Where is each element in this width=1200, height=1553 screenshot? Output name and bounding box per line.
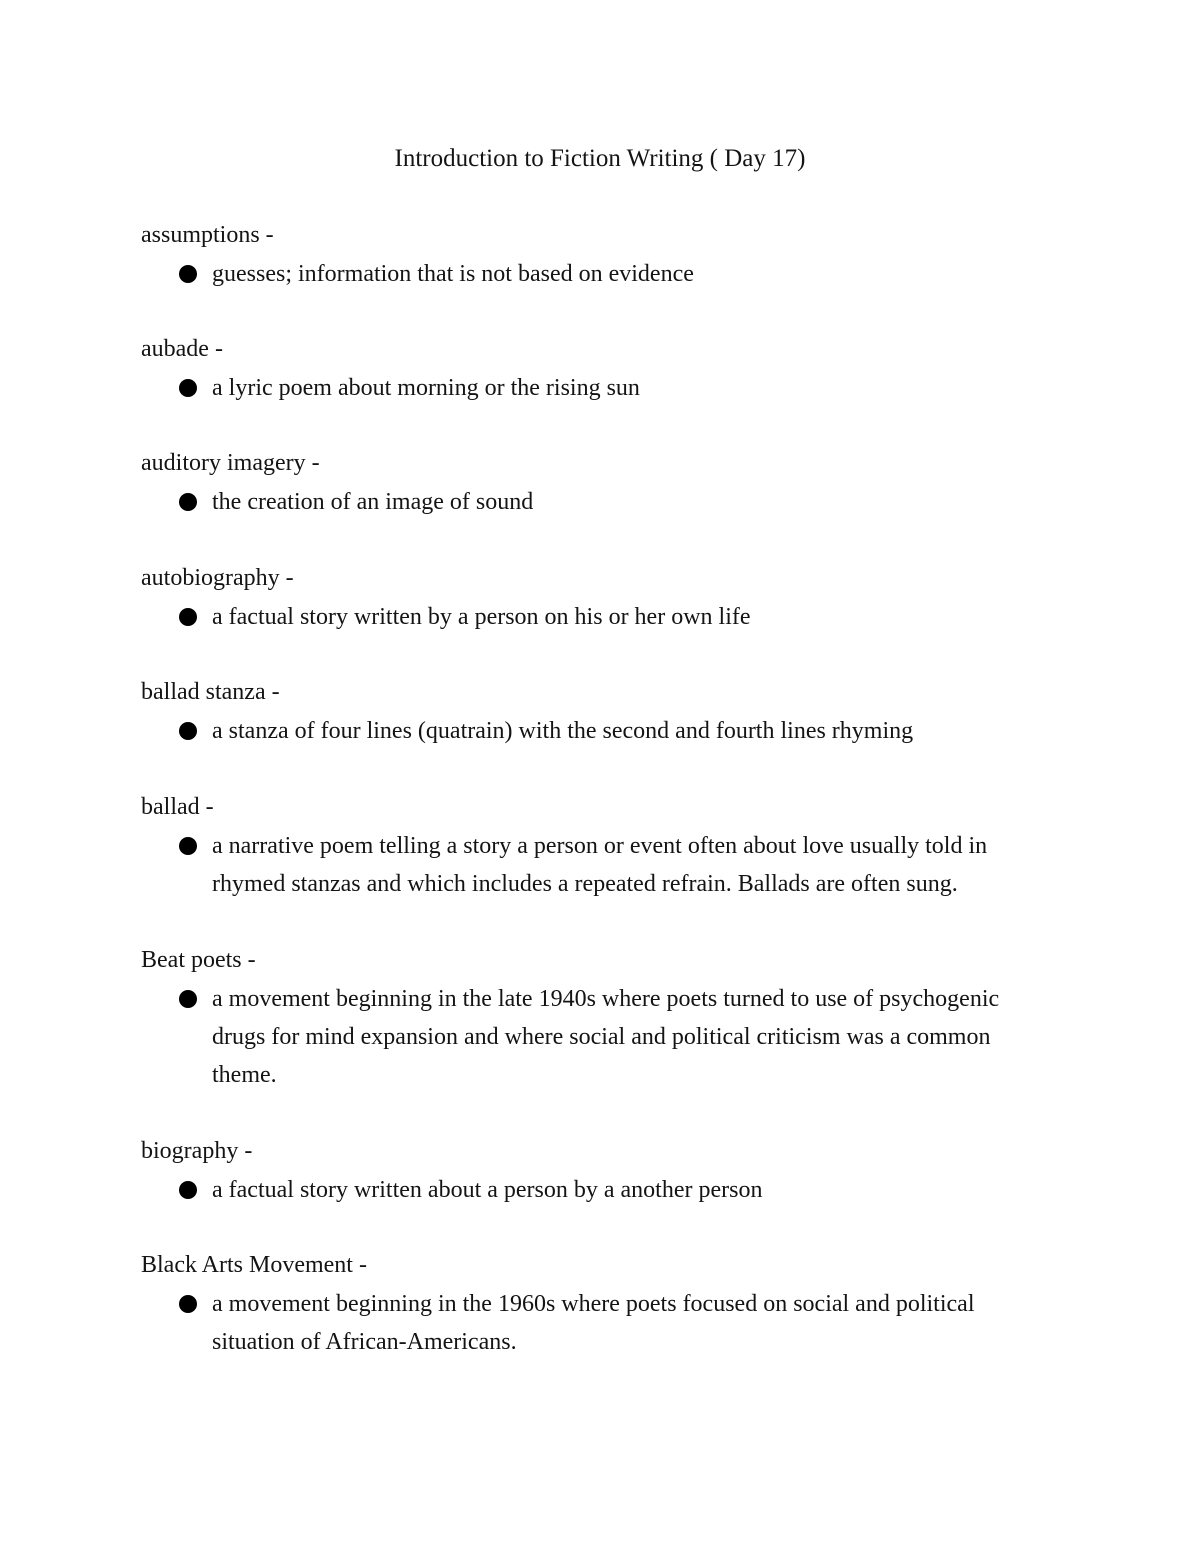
glossary-entry <box>141 942 1021 1094</box>
definition-item <box>141 712 1021 750</box>
definition-item <box>141 598 1021 636</box>
definition-text: a factual story written by a person on his or her own life <box>212 604 751 630</box>
glossary-entry <box>141 1247 1021 1361</box>
glossary-entry <box>141 331 1021 407</box>
glossary-entry <box>141 445 1021 521</box>
glossary-term: ballad stanza - <box>141 679 280 705</box>
definition-text: a stanza of four lines (quatrain) with the second and fourth lines rhyming <box>212 718 914 744</box>
glossary-term: biography - <box>141 1138 253 1164</box>
definition-text: a movement beginning in the 1960s where poets focused on social and political situation of African-Americans. <box>212 1291 975 1355</box>
bullet-icon <box>179 379 197 397</box>
glossary-term: auditory imagery - <box>141 450 320 476</box>
definition-item <box>141 255 1021 293</box>
bullet-icon <box>179 608 197 626</box>
bullet-icon <box>179 493 197 511</box>
bullet-icon <box>179 990 197 1008</box>
bullet-icon <box>179 837 197 855</box>
glossary-term: assumptions - <box>141 222 274 248</box>
definition-item <box>141 1285 1021 1361</box>
glossary-entry <box>141 789 1021 903</box>
definition-text: guesses; information that is not based on evidence <box>212 261 694 287</box>
document-title: Introduction to Fiction Writing ( Day 17) <box>394 145 806 172</box>
glossary-entry <box>141 1133 1021 1209</box>
glossary-entry <box>141 674 1021 750</box>
glossary-term: ballad - <box>141 794 214 820</box>
definition-text: a narrative poem telling a story a person or event often about love usually told in rhymed stanzas and which includes a repeated refrain. Ballads are often sung. <box>212 833 988 897</box>
glossary-entry <box>141 217 1021 293</box>
definition-item <box>141 483 1021 521</box>
glossary-term: aubade - <box>141 336 223 362</box>
definition-item <box>141 827 1021 903</box>
glossary-entry <box>141 560 1021 636</box>
definition-text: a factual story written about a person by a another person <box>212 1177 763 1203</box>
definition-text: a lyric poem about morning or the rising sun <box>212 375 640 401</box>
definition-item <box>141 1171 1021 1209</box>
definition-item <box>141 980 1021 1094</box>
definition-item <box>141 369 1021 407</box>
definition-text: the creation of an image of sound <box>212 489 534 515</box>
bullet-icon <box>179 1295 197 1313</box>
bullet-icon <box>179 1181 197 1199</box>
glossary-term: Beat poets - <box>141 947 256 973</box>
bullet-icon <box>179 722 197 740</box>
definition-text: a movement beginning in the late 1940s where poets turned to use of psychogenic drugs for mind expansion and where social and political criticism was a common theme. <box>212 986 1000 1088</box>
glossary-term: autobiography - <box>141 565 294 591</box>
glossary-term: Black Arts Movement - <box>141 1252 367 1278</box>
bullet-icon <box>179 265 197 283</box>
